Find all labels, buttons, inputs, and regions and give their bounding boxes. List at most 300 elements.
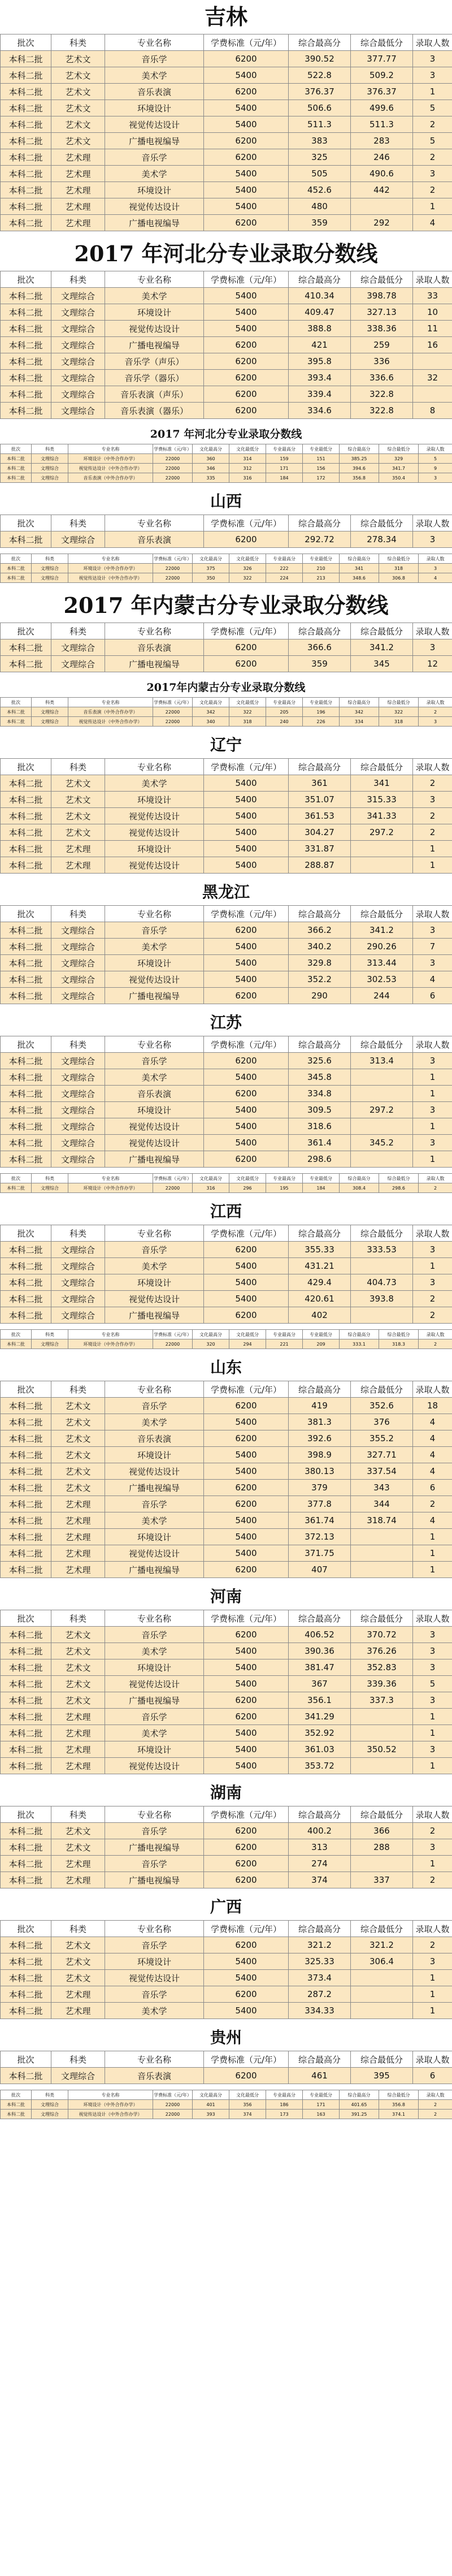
table-cell: 本科二批 bbox=[1, 1562, 51, 1578]
table-cell: 广播电视编导 bbox=[105, 1872, 204, 1888]
table-cell: 文理综合 bbox=[51, 1274, 105, 1291]
table-cell: 音乐学 bbox=[105, 1937, 204, 1953]
table-cell: 329.8 bbox=[289, 955, 351, 971]
table-cell: 336.6 bbox=[351, 370, 413, 386]
table-cell: 373.4 bbox=[289, 1970, 351, 1986]
table-cell bbox=[351, 1118, 413, 1135]
table-cell: 22000 bbox=[153, 717, 193, 727]
section-spacer bbox=[0, 231, 452, 237]
table-row bbox=[1, 1725, 452, 1741]
table-header-row bbox=[1, 34, 452, 51]
column-header: 综合最低分 bbox=[351, 1921, 413, 1937]
table-cell: 音乐学 bbox=[105, 922, 204, 939]
table-cell: 环境设计（中外合作办学） bbox=[68, 2100, 153, 2110]
table-row bbox=[1, 939, 452, 955]
table-cell: 本科二批 bbox=[1, 564, 32, 573]
column-header: 批次 bbox=[1, 759, 51, 775]
table-cell: 文理综合 bbox=[32, 707, 68, 717]
table-cell: 1 bbox=[413, 1725, 452, 1741]
table-cell: 22000 bbox=[153, 1183, 193, 1193]
table-cell: 文理综合 bbox=[32, 454, 68, 464]
table-cell: 3 bbox=[413, 922, 452, 939]
table-header-row bbox=[1, 906, 452, 922]
table-cell: 视觉传达设计 bbox=[105, 857, 204, 874]
table-cell: 1 bbox=[413, 1069, 452, 1086]
table-row bbox=[1, 464, 452, 473]
column-header: 综合最低分 bbox=[351, 1225, 413, 1242]
column-header: 综合最低分 bbox=[379, 1174, 419, 1183]
table-cell: 5400 bbox=[204, 1447, 289, 1463]
table-cell: 本科二批 bbox=[1, 304, 51, 321]
table-cell: 本科二批 bbox=[1, 1659, 51, 1676]
table-header-row bbox=[1, 1610, 452, 1627]
table-cell: 文理综合 bbox=[51, 955, 105, 971]
table-cell: 360 bbox=[193, 454, 229, 464]
table-cell: 390.52 bbox=[289, 51, 351, 67]
table-row bbox=[1, 149, 452, 166]
table-cell: 本科二批 bbox=[1, 1463, 51, 1480]
table-cell: 5400 bbox=[204, 166, 289, 182]
table-cell: 本科二批 bbox=[1, 808, 51, 824]
table-cell: 313.4 bbox=[351, 1053, 413, 1069]
table-cell: 艺术文 bbox=[51, 133, 105, 149]
table-cell: 广播电视编导 bbox=[105, 1839, 204, 1856]
table-row bbox=[1, 1069, 452, 1086]
table-cell: 304.27 bbox=[289, 824, 351, 841]
table-cell: 本科二批 bbox=[1, 1242, 51, 1258]
table-cell: 3 bbox=[413, 1102, 452, 1118]
table-cell: 371.75 bbox=[289, 1545, 351, 1562]
table-cell: 本科二批 bbox=[1, 857, 51, 874]
table-cell: 348.6 bbox=[340, 573, 379, 583]
table-cell: 288.87 bbox=[289, 857, 351, 874]
table-cell: 22000 bbox=[153, 564, 193, 573]
table-header-row bbox=[1, 515, 452, 531]
table-cell: 本科二批 bbox=[1, 573, 32, 583]
table-cell: 本科二批 bbox=[1, 1414, 51, 1430]
table-cell: 6200 bbox=[204, 1692, 289, 1709]
table-cell: 文理综合 bbox=[51, 1118, 105, 1135]
table-row bbox=[1, 707, 452, 717]
table-cell: 3 bbox=[419, 717, 452, 727]
table-cell: 5400 bbox=[204, 1970, 289, 1986]
column-header: 专业名称 bbox=[68, 698, 153, 707]
table-cell: 333.1 bbox=[340, 1339, 379, 1349]
table-cell: 文理综合 bbox=[51, 1291, 105, 1307]
table-cell: 本科二批 bbox=[1, 1307, 51, 1324]
table-cell: 文理综合 bbox=[51, 370, 105, 386]
column-header: 学费标准（元/年） bbox=[153, 2090, 193, 2100]
table-cell: 环境设计（中外合作办学） bbox=[68, 454, 153, 464]
column-header: 综合最高分 bbox=[289, 515, 351, 531]
section-spacer bbox=[0, 1004, 452, 1010]
table-cell: 艺术理 bbox=[51, 1562, 105, 1578]
table-row bbox=[1, 1398, 452, 1414]
table-cell: 本科二批 bbox=[1, 67, 51, 84]
column-header: 综合最低分 bbox=[351, 271, 413, 288]
table-cell: 艺术文 bbox=[51, 1692, 105, 1709]
table-cell: 本科二批 bbox=[1, 51, 51, 67]
table-cell: 6200 bbox=[204, 1872, 289, 1888]
table-row bbox=[1, 166, 452, 182]
table-cell: 文理综合 bbox=[32, 2110, 68, 2119]
table-cell: 322 bbox=[229, 573, 266, 583]
table-cell: 340.2 bbox=[289, 939, 351, 955]
column-header: 科类 bbox=[51, 271, 105, 288]
table-cell: 5400 bbox=[204, 1291, 289, 1307]
table-cell: 376.26 bbox=[351, 1643, 413, 1659]
table-cell: 6200 bbox=[204, 1430, 289, 1447]
column-header: 专业最低分 bbox=[303, 444, 340, 454]
column-header: 专业名称 bbox=[105, 271, 204, 288]
table-cell: 艺术理 bbox=[51, 149, 105, 166]
table-cell: 本科二批 bbox=[1, 1339, 32, 1349]
column-header: 录取人数 bbox=[413, 759, 452, 775]
table-cell: 本科二批 bbox=[1, 707, 32, 717]
table-cell: 文理综合 bbox=[51, 1151, 105, 1168]
table-row bbox=[1, 1447, 452, 1463]
table-cell: 367 bbox=[289, 1676, 351, 1692]
table-row bbox=[1, 639, 452, 656]
table-cell: 196 bbox=[303, 707, 340, 717]
column-header: 批次 bbox=[1, 1381, 51, 1398]
table-cell: 404.73 bbox=[351, 1274, 413, 1291]
column-header: 专业名称 bbox=[105, 1036, 204, 1053]
table-cell: 广播电视编导 bbox=[105, 1480, 204, 1496]
table-header-row bbox=[1, 1330, 452, 1339]
score-table-hebei bbox=[0, 271, 452, 419]
table-cell: 艺术理 bbox=[51, 1496, 105, 1512]
table-cell: 5 bbox=[413, 100, 452, 116]
table-header-row bbox=[1, 1174, 452, 1183]
table-cell: 159 bbox=[266, 454, 303, 464]
table-cell: 文理综合 bbox=[51, 403, 105, 419]
column-header: 综合最高分 bbox=[340, 1330, 379, 1339]
column-header: 专业最低分 bbox=[303, 1330, 340, 1339]
table-cell: 297.2 bbox=[351, 1102, 413, 1118]
table-cell: 361.03 bbox=[289, 1741, 351, 1758]
score-table-guizhou-sub bbox=[0, 2090, 452, 2119]
section-title: 山东 bbox=[210, 1358, 242, 1377]
table-cell: 文理综合 bbox=[51, 1258, 105, 1274]
table-cell: 3 bbox=[413, 1692, 452, 1709]
column-header: 专业最高分 bbox=[266, 444, 303, 454]
table-cell: 文理综合 bbox=[32, 573, 68, 583]
table-cell: 音乐学 bbox=[105, 1709, 204, 1725]
column-header: 综合最低分 bbox=[351, 1381, 413, 1398]
table-row bbox=[1, 2100, 452, 2110]
column-header: 综合最高分 bbox=[289, 2051, 351, 2068]
table-row bbox=[1, 1627, 452, 1643]
table-cell: 318 bbox=[379, 717, 419, 727]
column-header: 学费标准（元/年） bbox=[153, 554, 193, 564]
table-cell: 文理综合 bbox=[32, 2100, 68, 2110]
table-cell: 10 bbox=[413, 304, 452, 321]
table-row bbox=[1, 473, 452, 483]
column-header: 专业名称 bbox=[105, 1806, 204, 1823]
table-cell: 艺术理 bbox=[51, 1758, 105, 1774]
table-cell: 本科二批 bbox=[1, 182, 51, 198]
table-row bbox=[1, 1758, 452, 1774]
table-cell: 370.72 bbox=[351, 1627, 413, 1643]
table-cell: 本科二批 bbox=[1, 988, 51, 1004]
table-cell: 22000 bbox=[153, 707, 193, 717]
table-cell: 5400 bbox=[204, 824, 289, 841]
table-cell: 244 bbox=[351, 988, 413, 1004]
table-cell: 艺术理 bbox=[51, 182, 105, 198]
table-cell: 356.8 bbox=[340, 473, 379, 483]
table-cell: 392.6 bbox=[289, 1430, 351, 1447]
column-header: 综合最低分 bbox=[351, 1806, 413, 1823]
column-header: 专业名称 bbox=[105, 34, 204, 51]
column-header: 批次 bbox=[1, 1806, 51, 1823]
column-header: 学费标准（元/年） bbox=[204, 2051, 289, 2068]
table-cell: 音乐学 bbox=[105, 1398, 204, 1414]
table-cell: 499.6 bbox=[351, 100, 413, 116]
table-row bbox=[1, 1872, 452, 1888]
table-cell: 5400 bbox=[204, 1758, 289, 1774]
column-header: 科类 bbox=[32, 698, 68, 707]
table-cell: 环境设计 bbox=[105, 100, 204, 116]
table-cell: 艺术文 bbox=[51, 1643, 105, 1659]
table-cell: 艺术文 bbox=[51, 792, 105, 808]
table-cell: 本科二批 bbox=[1, 1135, 51, 1151]
table-row bbox=[1, 1242, 452, 1258]
table-cell: 美术学 bbox=[105, 1512, 204, 1529]
table-cell: 6200 bbox=[204, 1480, 289, 1496]
table-cell: 287.2 bbox=[289, 1986, 351, 2003]
table-cell: 艺术理 bbox=[51, 1872, 105, 1888]
table-cell: 文理综合 bbox=[51, 1242, 105, 1258]
table-cell: 文理综合 bbox=[51, 1069, 105, 1086]
table-header-row bbox=[1, 444, 452, 454]
table-cell: 334 bbox=[340, 717, 379, 727]
table-cell: 音乐学 bbox=[105, 51, 204, 67]
table-cell: 文理综合 bbox=[51, 304, 105, 321]
table-cell: 331.87 bbox=[289, 841, 351, 857]
table-cell: 音乐学（器乐） bbox=[105, 370, 204, 386]
table-cell bbox=[351, 198, 413, 215]
table-cell: 文理综合 bbox=[51, 656, 105, 672]
table-cell: 5400 bbox=[204, 1545, 289, 1562]
column-header: 专业名称 bbox=[105, 1921, 204, 1937]
table-cell: 5400 bbox=[204, 1512, 289, 1529]
section-title: 湖南 bbox=[210, 1783, 242, 1802]
table-cell: 5 bbox=[413, 133, 452, 149]
table-cell: 文理综合 bbox=[51, 1086, 105, 1102]
table-cell: 6200 bbox=[204, 531, 289, 548]
column-header: 综合最高分 bbox=[289, 759, 351, 775]
table-cell: 环境设计 bbox=[105, 1953, 204, 1970]
column-header: 综合最低分 bbox=[379, 2090, 419, 2100]
column-header: 综合最低分 bbox=[351, 34, 413, 51]
table-cell: 文理综合 bbox=[51, 639, 105, 656]
column-header: 综合最高分 bbox=[340, 2090, 379, 2100]
column-header: 文化最高分 bbox=[193, 698, 229, 707]
column-header: 科类 bbox=[51, 1225, 105, 1242]
table-cell: 本科二批 bbox=[1, 1447, 51, 1463]
table-cell: 视觉传达设计 bbox=[105, 1676, 204, 1692]
column-header: 录取人数 bbox=[413, 1225, 452, 1242]
table-cell: 音乐学 bbox=[105, 1627, 204, 1643]
section-spacer bbox=[0, 583, 452, 589]
table-cell: 246 bbox=[351, 149, 413, 166]
table-cell: 本科二批 bbox=[1, 2110, 32, 2119]
table-cell: 环境设计 bbox=[105, 1529, 204, 1545]
table-row bbox=[1, 182, 452, 198]
column-header: 学费标准（元/年） bbox=[153, 1330, 193, 1339]
table-cell: 本科二批 bbox=[1, 1291, 51, 1307]
section-title: 2017年内蒙古分专业录取分数线 bbox=[146, 681, 306, 694]
score-table-heilongjiang bbox=[0, 905, 452, 1004]
table-row bbox=[1, 1709, 452, 1725]
table-cell: 352.83 bbox=[351, 1659, 413, 1676]
table-cell: 5400 bbox=[204, 288, 289, 304]
table-cell: 本科二批 bbox=[1, 133, 51, 149]
column-header: 综合最低分 bbox=[351, 1036, 413, 1053]
table-cell: 本科二批 bbox=[1, 955, 51, 971]
table-cell bbox=[351, 1258, 413, 1274]
table-cell: 6200 bbox=[204, 353, 289, 370]
table-cell: 3 bbox=[413, 1274, 452, 1291]
table-cell: 5400 bbox=[204, 775, 289, 792]
table-cell: 385.25 bbox=[340, 454, 379, 464]
table-row bbox=[1, 288, 452, 304]
table-cell: 本科二批 bbox=[1, 337, 51, 353]
table-cell: 视觉传达设计 bbox=[105, 198, 204, 215]
table-cell: 151 bbox=[303, 454, 340, 464]
column-header: 综合最高分 bbox=[340, 698, 379, 707]
table-cell: 视觉传达设计 bbox=[105, 1970, 204, 1986]
table-cell: 文理综合 bbox=[51, 1307, 105, 1324]
table-cell: 艺术文 bbox=[51, 116, 105, 133]
table-row bbox=[1, 133, 452, 149]
table-cell: 16 bbox=[413, 337, 452, 353]
table-row bbox=[1, 84, 452, 100]
column-header: 综合最低分 bbox=[379, 1330, 419, 1339]
table-cell: 352.6 bbox=[351, 1398, 413, 1414]
column-header: 学费标准（元/年） bbox=[153, 1174, 193, 1183]
table-cell: 288 bbox=[351, 1839, 413, 1856]
score-table-shandong bbox=[0, 1381, 452, 1578]
table-cell: 325 bbox=[289, 149, 351, 166]
table-cell: 6200 bbox=[204, 215, 289, 231]
table-cell: 376 bbox=[351, 1414, 413, 1430]
column-header: 专业名称 bbox=[68, 554, 153, 564]
table-cell: 本科二批 bbox=[1, 2068, 51, 2084]
table-cell: 本科二批 bbox=[1, 353, 51, 370]
table-cell: 本科二批 bbox=[1, 1496, 51, 1512]
table-row bbox=[1, 841, 452, 857]
column-header: 文化最低分 bbox=[229, 1174, 266, 1183]
table-cell: 380.13 bbox=[289, 1463, 351, 1480]
table-row bbox=[1, 2003, 452, 2019]
table-cell: 本科二批 bbox=[1, 2100, 32, 2110]
table-cell: 511.3 bbox=[351, 116, 413, 133]
table-cell: 2 bbox=[419, 2110, 452, 2119]
section-title: 江西 bbox=[210, 1202, 242, 1221]
column-header: 批次 bbox=[1, 1174, 32, 1183]
table-cell: 本科二批 bbox=[1, 1069, 51, 1086]
table-cell: 2 bbox=[413, 116, 452, 133]
table-cell: 18 bbox=[413, 1398, 452, 1414]
table-cell: 美术学 bbox=[105, 775, 204, 792]
table-cell: 5400 bbox=[204, 971, 289, 988]
table-cell: 1 bbox=[413, 1986, 452, 2003]
column-header: 批次 bbox=[1, 554, 32, 564]
column-header: 批次 bbox=[1, 1610, 51, 1627]
table-cell: 艺术理 bbox=[51, 1741, 105, 1758]
table-cell: 艺术文 bbox=[51, 51, 105, 67]
table-cell: 480 bbox=[289, 198, 351, 215]
table-cell: 2 bbox=[413, 1937, 452, 1953]
table-cell: 本科二批 bbox=[1, 2003, 51, 2019]
table-header-row bbox=[1, 1036, 452, 1053]
column-header: 专业最高分 bbox=[266, 698, 303, 707]
table-cell: 本科二批 bbox=[1, 321, 51, 337]
table-cell: 艺术文 bbox=[51, 1676, 105, 1692]
table-cell: 音乐表演 bbox=[105, 1430, 204, 1447]
table-cell: 6200 bbox=[204, 922, 289, 939]
table-cell: 文理综合 bbox=[51, 1135, 105, 1151]
column-header: 综合最高分 bbox=[289, 906, 351, 922]
table-cell: 350.4 bbox=[379, 473, 419, 483]
table-row bbox=[1, 824, 452, 841]
table-cell: 171 bbox=[303, 2100, 340, 2110]
column-header: 专业名称 bbox=[105, 759, 204, 775]
table-cell: 文理综合 bbox=[32, 564, 68, 573]
column-header: 学费标准（元/年） bbox=[153, 698, 193, 707]
table-cell: 环境设计（中外合作办学） bbox=[68, 564, 153, 573]
table-cell: 音乐表演 bbox=[105, 531, 204, 548]
table-cell: 5400 bbox=[204, 939, 289, 955]
table-cell: 本科二批 bbox=[1, 1398, 51, 1414]
table-cell: 337.54 bbox=[351, 1463, 413, 1480]
table-cell: 6200 bbox=[204, 1086, 289, 1102]
table-cell: 442 bbox=[351, 182, 413, 198]
table-cell: 艺术文 bbox=[51, 824, 105, 841]
column-header: 批次 bbox=[1, 271, 51, 288]
table-row bbox=[1, 67, 452, 84]
table-cell: 4 bbox=[413, 971, 452, 988]
table-cell: 视觉传达设计（中外合作办学） bbox=[68, 2110, 153, 2119]
table-cell: 艺术理 bbox=[51, 1512, 105, 1529]
table-row bbox=[1, 573, 452, 583]
section-title: 江苏 bbox=[210, 1013, 242, 1032]
table-cell: 341.29 bbox=[289, 1709, 351, 1725]
table-cell: 22000 bbox=[153, 573, 193, 583]
table-cell: 346 bbox=[193, 464, 229, 473]
table-cell: 6200 bbox=[204, 1937, 289, 1953]
table-cell: 356.8 bbox=[379, 2100, 419, 2110]
column-header: 科类 bbox=[32, 554, 68, 564]
section-spacer bbox=[0, 874, 452, 879]
table-cell: 3 bbox=[413, 639, 452, 656]
table-cell bbox=[351, 1709, 413, 1725]
column-header: 批次 bbox=[1, 515, 51, 531]
section-spacer bbox=[0, 1888, 452, 1894]
table-row bbox=[1, 1135, 452, 1151]
table-cell: 1 bbox=[413, 841, 452, 857]
table-cell: 522.8 bbox=[289, 67, 351, 84]
table-cell: 6200 bbox=[204, 51, 289, 67]
table-cell: 艺术文 bbox=[51, 1659, 105, 1676]
score-table-shanxi-sub bbox=[0, 554, 452, 583]
section-spacer bbox=[0, 672, 452, 678]
table-cell: 327.71 bbox=[351, 1447, 413, 1463]
table-cell: 321.2 bbox=[289, 1937, 351, 1953]
table-cell: 355.33 bbox=[289, 1242, 351, 1258]
